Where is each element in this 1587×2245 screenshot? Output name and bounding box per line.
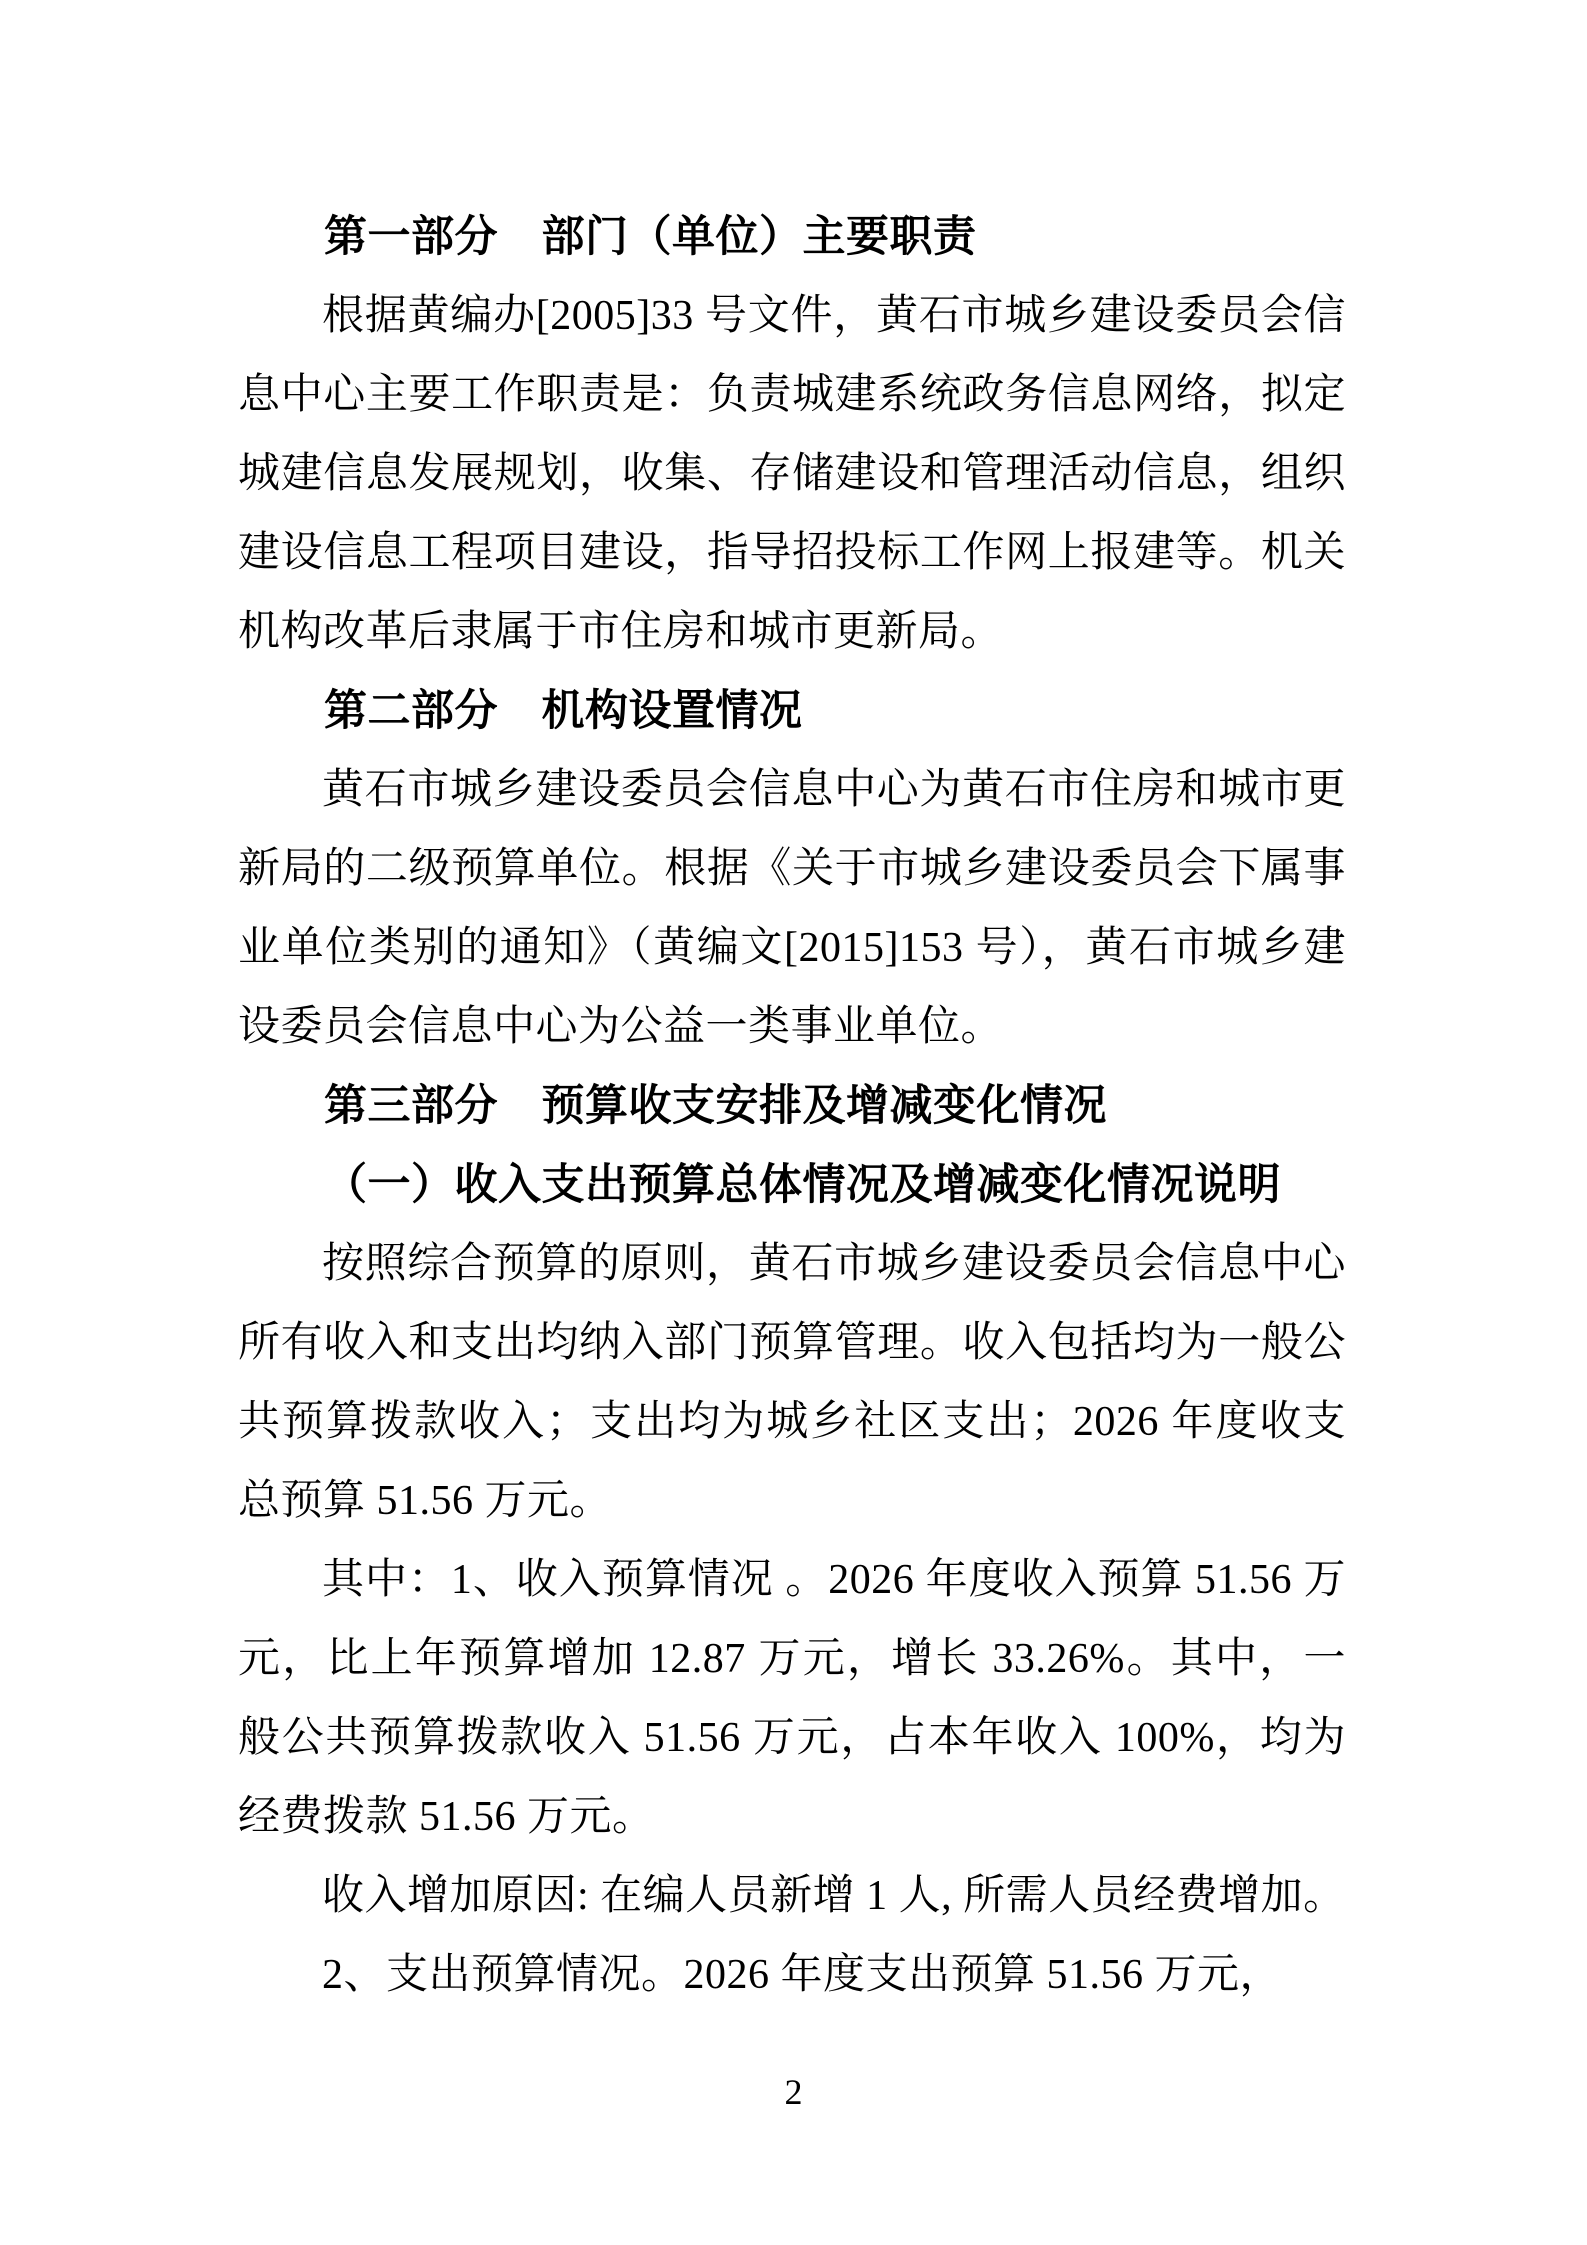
section-heading-part3: 第三部分 预算收支安排及增减变化情况: [324, 1082, 1107, 1130]
subsection-heading-income-expenditure-overview: （一）收入支出预算总体情况及增减变化情况说明: [324, 1161, 1281, 1209]
section-heading-part1: 第一部分 部门（单位）主要职责: [324, 213, 977, 261]
paragraph-organization-setup: 黄石市城乡建设委员会信息中心为黄石市住房和城市更新局的二级预算单位。根据《关于市城乡建设委员会下属事业单位类别的通知》（黄编文[2015]153 号），黄石市城乡建设委员会信息中心为公益一类事业单位。: [238, 767, 1346, 1050]
page-number: 2: [784, 2072, 803, 2112]
paragraph-expenditure-budget: 2、支出预算情况。2026 年度支出预算 51.56 万元，: [322, 1952, 1283, 1998]
document-body: [238, 198, 1346, 2015]
paragraph-income-increase-reason: 收入增加原因: 在编人员新增 1 人, 所需人员经费增加。: [322, 1873, 1346, 1919]
section-heading-part2: 第二部分 机构设置情况: [324, 687, 803, 735]
paragraph-main-duties: 根据黄编办[2005]33 号文件，黄石市城乡建设委员会信息中心主要工作职责是：负责城建系统政务信息网络，拟定城建信息发展规划，收集、存储建设和管理活动信息，组织建设信息工程项目建设，指导招投标工作网上报建等。机关机构改革后隶属于市住房和城市更新局。: [238, 293, 1346, 655]
paragraph-income-budget: 其中：1、收入预算情况 。2026 年度收入预算 51.56 万元，比上年预算增加 12.87 万元，增长 33.26%。其中，一般公共预算拨款收入 51.56 万元，占本年收入 100%，均为经费拨款 51.56 万元。: [238, 1557, 1346, 1840]
paragraph-budget-overview: 按照综合预算的原则，黄石市城乡建设委员会信息中心所有收入和支出均纳入部门预算管理。收入包括均为一般公共预算拨款收入；支出均为城乡社区支出；2026 年度收支总预算 51.56 万元。: [238, 1241, 1346, 1524]
